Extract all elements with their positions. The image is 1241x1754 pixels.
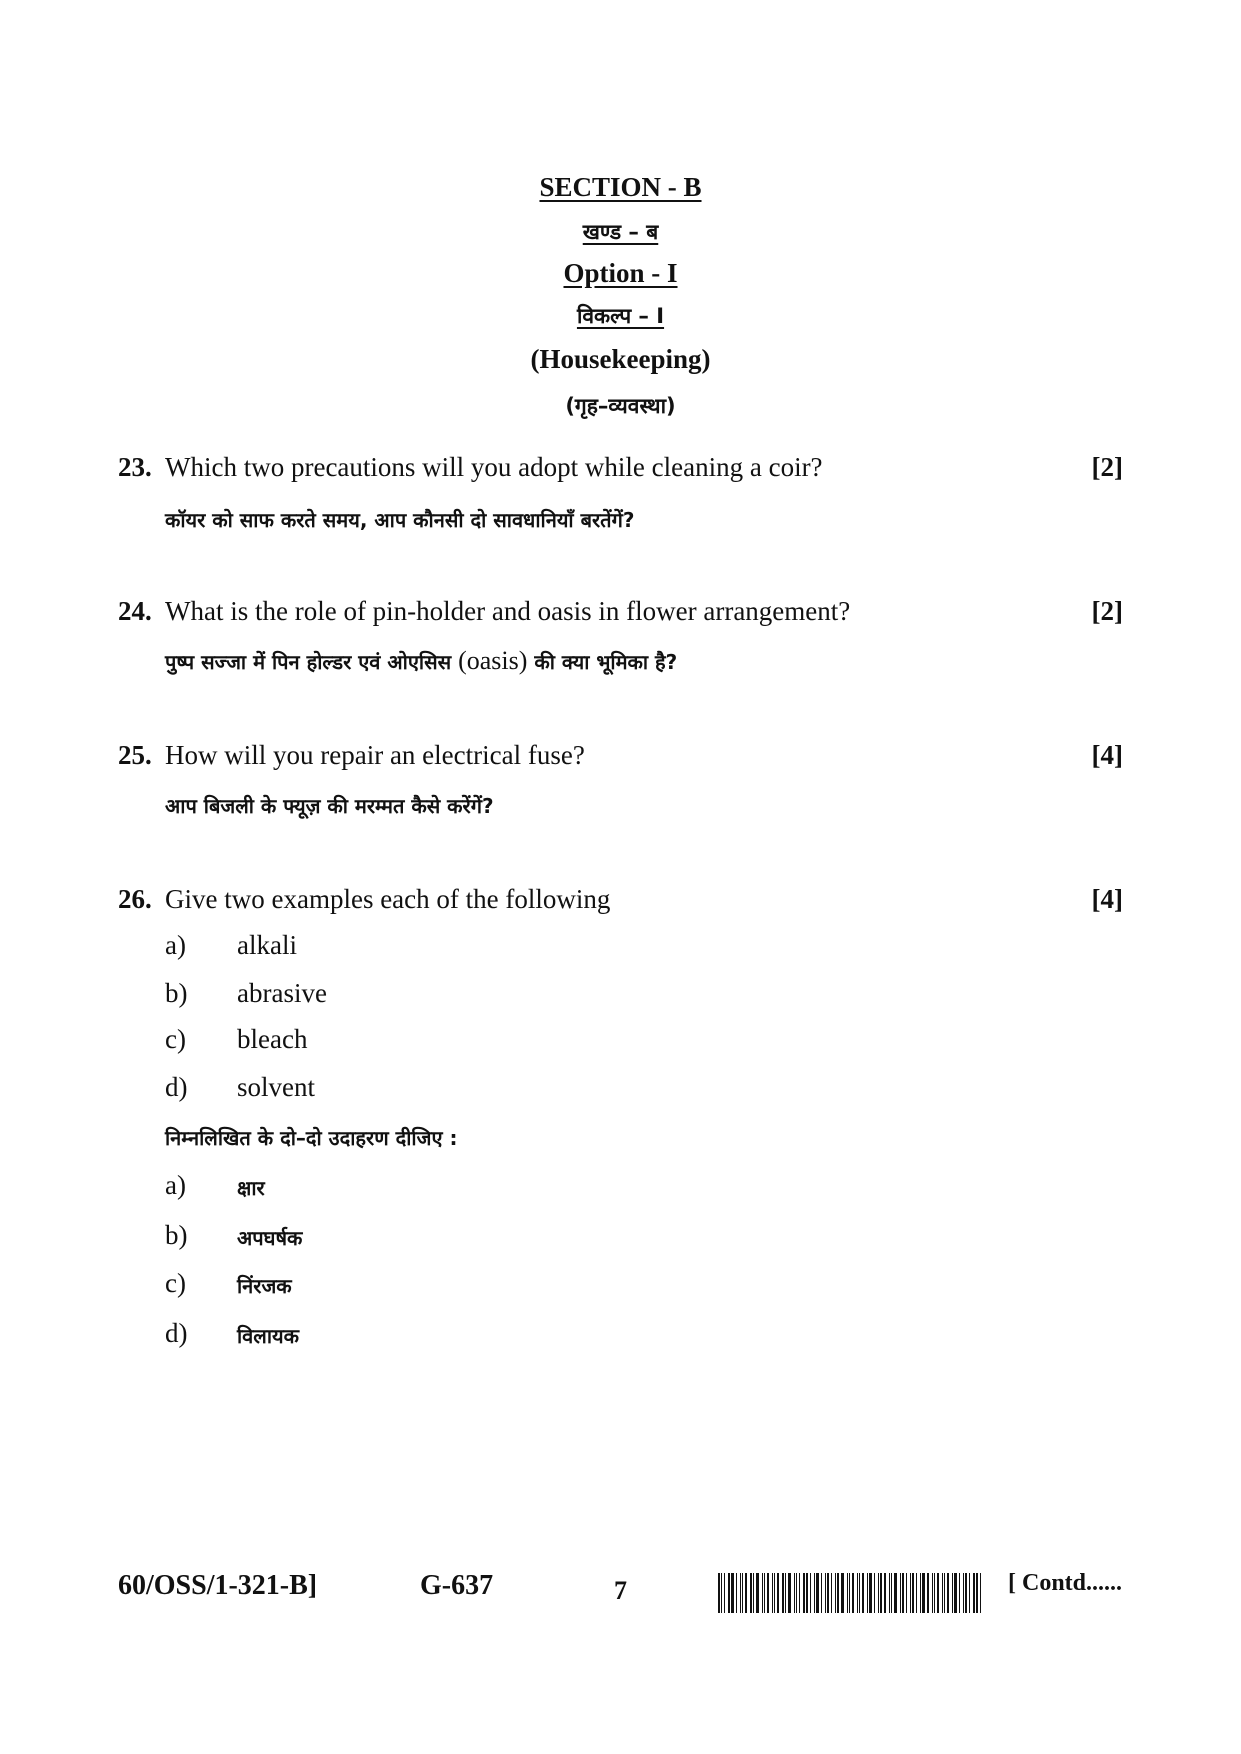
barcode-bar [806,1573,808,1613]
barcode-bar [827,1573,829,1613]
option-text: alkali [237,930,297,960]
option-text-hindi: क्षार [237,1176,265,1200]
barcode-bar [973,1573,975,1613]
option-label: a) [165,1170,186,1200]
question-text: How will you repair an electrical fuse? [165,740,585,770]
hindi-text-part: पुष्प सज्जा में पिन होल्डर एवं ओएसिस [165,650,452,674]
option-title-hindi: विकल्प – I [576,304,665,328]
barcode-bar [745,1573,747,1613]
barcode-bar [788,1573,791,1613]
barcode-bar [969,1573,970,1613]
barcode-bar [740,1573,741,1613]
barcode-bar [952,1573,953,1613]
option-label: c) [165,1024,186,1054]
barcode-bar [756,1573,759,1613]
barcode-bar [965,1573,967,1613]
hindi-text-part: की क्या भूमिका है? [534,650,678,674]
option-text: abrasive [237,978,327,1008]
barcode-bar [934,1573,935,1613]
barcode-bar [878,1573,879,1613]
barcode-bar [959,1573,960,1613]
question-number: 24. [118,596,152,626]
barcode-bar [976,1573,978,1613]
paper-code: 60/OSS/1-321-B] [118,1570,318,1601]
barcode-image [718,1573,986,1613]
question-text: Give two examples each of the following [165,884,611,914]
barcode-bar [777,1573,779,1613]
barcode-bar [753,1573,754,1613]
barcode-bar [859,1573,860,1613]
barcode-bar [721,1573,722,1613]
barcode-bar [894,1573,897,1613]
question-text: What is the role of pin-holder and oasis in flower arrangement? [165,596,851,626]
barcode-bar [835,1573,836,1613]
section-title: SECTION - B [539,172,702,202]
option-text: solvent [237,1072,315,1102]
barcode-bar [954,1573,957,1613]
section-title-hindi: खण्ड – ब [582,220,659,244]
question-number: 23. [118,452,152,482]
subject-title-hindi: (गृह–व्यवस्था) [565,394,676,418]
barcode-bar [847,1573,848,1613]
barcode-bar [922,1573,925,1613]
question-marks: [4] [1091,740,1123,770]
barcode-bar [841,1573,844,1613]
question-text-hindi: निम्नलिखित के दो–दो उदाहरण दीजिए : [165,1126,458,1150]
question-text: Which two precautions will you adopt while cleaning a coir? [165,452,823,482]
option-label: d) [165,1318,188,1348]
barcode-bar [799,1573,800,1613]
barcode-bar [932,1573,933,1613]
barcode-bar [927,1573,929,1613]
barcode-bar [963,1573,964,1613]
option-label: c) [165,1268,186,1298]
page-number: 7 [614,1576,627,1605]
subject-title: (Housekeeping) [530,344,711,374]
barcode-bar [742,1573,743,1613]
barcode-bar [867,1573,868,1613]
barcode-bar [947,1573,949,1613]
barcode-bar [874,1573,875,1613]
option-label: b) [165,1220,188,1250]
barcode-bar [772,1573,773,1613]
barcode-bar [782,1573,784,1613]
english-term: (oasis) [458,646,528,675]
barcode-bar [728,1573,730,1613]
barcode-bar [891,1573,892,1613]
barcode-bar [767,1573,769,1613]
barcode-bar [794,1573,795,1613]
barcode-bar [912,1573,914,1613]
barcode-bar [718,1573,720,1613]
barcode-bar [906,1573,907,1613]
barcode-bar [852,1573,854,1613]
barcode-bar [814,1573,815,1613]
option-label: b) [165,978,188,1008]
barcode-bar [821,1573,822,1613]
barcode-bar [849,1573,850,1613]
barcode-bar [916,1573,917,1613]
barcode-bar [796,1573,797,1613]
question-text-hindi: आप बिजली के फ्यूज़ की मरम्मत कैसे करेंगें? [165,794,494,818]
option-label: a) [165,930,186,960]
continued-marker: [ Contd...... [1008,1570,1123,1596]
option-text: bleach [237,1024,308,1054]
barcode-bar [900,1573,901,1613]
barcode-bar [944,1573,945,1613]
barcode-bar [731,1573,734,1613]
question-marks: [2] [1091,596,1123,626]
barcode-bar [785,1573,786,1613]
barcode-bar [837,1573,839,1613]
barcode-bar [764,1573,765,1613]
barcode-bar [910,1573,911,1613]
barcode-bar [825,1573,826,1613]
option-text-hindi: विलायक [237,1324,299,1348]
question-text-hindi: कॉयर को साफ करते समय, आप कौनसी दो सावधानियाँ बरतेंगें? [165,508,635,532]
barcode-bar [880,1573,882,1613]
question-marks: [4] [1091,884,1123,914]
question-text-hindi [165,646,677,676]
option-text-hindi: अपघर्षक [237,1226,303,1250]
barcode-bar [869,1573,872,1613]
barcode-bar [902,1573,904,1613]
question-number: 26. [118,884,152,914]
option-label: d) [165,1072,188,1102]
barcode-bar [816,1573,819,1613]
option-text-hindi: निंरजक [237,1274,292,1298]
barcode-bar [942,1573,943,1613]
barcode-bar [774,1573,775,1613]
option-title: Option - I [563,258,678,288]
barcode-bar [937,1573,939,1613]
barcode-bar [810,1573,811,1613]
barcode-bar [750,1573,752,1613]
barcode-bar [736,1573,737,1613]
barcode-bar [831,1573,832,1613]
barcode-bar [920,1573,921,1613]
barcode-bar [724,1573,725,1613]
barcode-bar [862,1573,864,1613]
series-code: G-637 [420,1570,494,1601]
question-marks: [2] [1091,452,1123,482]
barcode-bar [762,1573,763,1613]
barcode-bar [980,1573,981,1613]
question-number: 25. [118,740,152,770]
barcode-bar [884,1573,886,1613]
barcode-bar [889,1573,890,1613]
barcode-bar [857,1573,858,1613]
barcode-bar [803,1573,805,1613]
